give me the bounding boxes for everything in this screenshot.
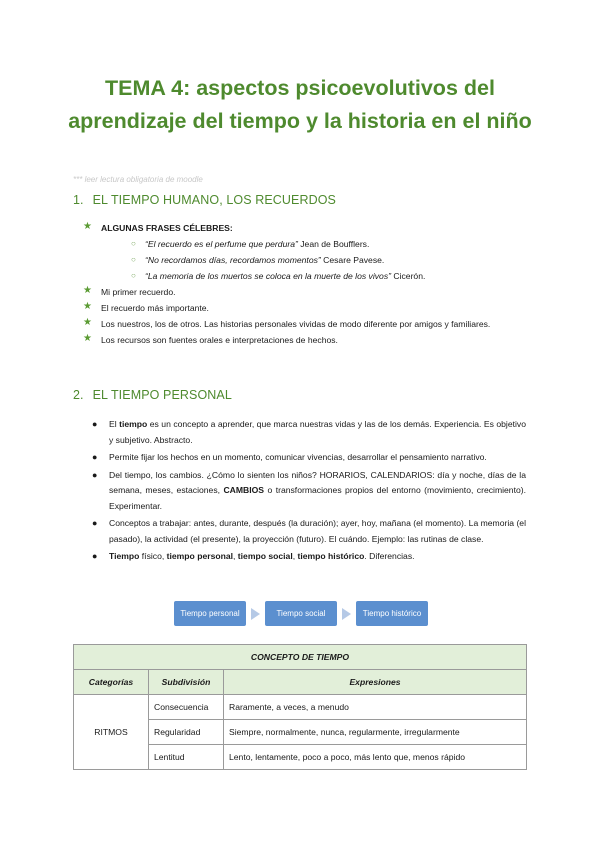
list-item: ● Tiempo físico, tiempo personal, tiempo social, tiempo histórico. Diferencias. [92, 549, 526, 565]
quotes-list [101, 236, 534, 284]
expression-cell: Lento, lentamente, poco a poco, más lento que, menos rápido [224, 745, 527, 770]
list-item: ★ El recuerdo más importante. [83, 301, 209, 313]
star-bullet-icon: ★ [83, 317, 92, 328]
list-item: ● Del tiempo, los cambios. ¿Cómo lo sienten los niños? HORARIOS, CALENDARIOS: día y noche, días de la semana, meses, estaciones, CAMBIOS o transformaciones propios del entorno (movimiento, crecimiento). Experimentar. [92, 469, 526, 511]
arrow-right-icon [251, 608, 260, 620]
section-2-number: 2. [73, 388, 84, 402]
concept-table [73, 644, 527, 770]
subdivision-cell: Regularidad [149, 720, 224, 745]
flow-box-personal: Tiempo personal [174, 601, 246, 626]
circle-bullet-icon: ○ [131, 255, 136, 264]
bullet-icon: ● [92, 452, 98, 462]
expression-cell: Raramente, a veces, a menudo [224, 695, 527, 720]
reading-note: *** leer lectura obligatoria de moodle [73, 175, 203, 184]
section-1-heading [73, 193, 336, 207]
flow-box-social: Tiempo social [265, 601, 337, 626]
page-title: TEMA 4: aspectos psicoevolutivos del aprendizaje del tiempo y la historia en el niño [68, 76, 532, 133]
subdivision-cell: Lentitud [149, 745, 224, 770]
section-1-number: 1. [73, 193, 84, 207]
flow-box-historico: Tiempo histórico [356, 601, 428, 626]
section-1-title: EL TIEMPO HUMANO, LOS RECUERDOS [92, 193, 336, 207]
column-header: Categorías [74, 670, 149, 695]
list-item: ● El tiempo es un concepto a aprender, que marca nuestras vidas y las de los demás. Experiencia. Es objetivo y subjetivo. Abstracto. [92, 419, 526, 445]
quote-text: “La memoria de los muertos se coloca en la muerte de los vivos” [145, 271, 391, 281]
quote-text: “No recordamos días, recordamos momentos” [145, 255, 321, 265]
bullet-icon: ● [92, 551, 98, 561]
star-bullet-icon: ★ [83, 221, 92, 232]
list-item: ★ Los nuestros, los de otros. Las historias personales vividas de modo diferente por amigos y familiares. [83, 317, 491, 329]
bullet-icon: ● [92, 469, 98, 480]
expression-cell: Siempre, normalmente, nunca, regularmente, irregularmente [224, 720, 527, 745]
bullet-icon: ● [92, 518, 98, 528]
circle-bullet-icon: ○ [131, 239, 136, 248]
quote-item [131, 252, 534, 268]
list-item: ● Permite fijar los hechos en un momento, comunicar vivencias, desarrollar el pensamiento narrativo. [92, 450, 526, 466]
quote-author: Cicerón. [390, 271, 426, 281]
list-item [84, 220, 534, 284]
quote-item [131, 268, 534, 284]
category-cell: RITMOS [74, 695, 149, 770]
table-title: CONCEPTO DE TIEMPO [74, 645, 527, 670]
quote-item [131, 236, 534, 252]
table-row [74, 695, 527, 720]
subdivision-cell: Consecuencia [149, 695, 224, 720]
circle-bullet-icon: ○ [131, 271, 136, 280]
section-2-list [92, 417, 526, 567]
column-header: Subdivisión [149, 670, 224, 695]
star-bullet-icon: ★ [83, 285, 92, 296]
famous-quotes-label: ALGUNAS FRASES CÉLEBRES: [101, 223, 233, 233]
section-2-title: EL TIEMPO PERSONAL [92, 388, 232, 402]
arrow-right-icon [342, 608, 351, 620]
section-2-heading [73, 388, 232, 402]
star-bullet-icon: ★ [83, 333, 92, 344]
list-item: ● Conceptos a trabajar: antes, durante, después (la duración); ayer, hoy, mañana (el momento). La memoria (el pasado), la actividad (el presente), la proyección (futuro). El cuándo. Ejemplo: las rutinas de clase. [92, 518, 526, 544]
quote-author: Jean de Boufflers. [297, 239, 370, 249]
list-item: ★ Mi primer recuerdo. [83, 285, 176, 297]
list-item: ★ Los recursos son fuentes orales e interpretaciones de hechos. [83, 333, 338, 345]
column-header: Expresiones [224, 670, 527, 695]
section-1-list [84, 220, 534, 348]
star-bullet-icon: ★ [83, 301, 92, 312]
quote-text: “El recuerdo es el perfume que perdura” [145, 239, 298, 249]
quote-author: Cesare Pavese. [320, 255, 385, 265]
bullet-icon: ● [92, 419, 98, 429]
